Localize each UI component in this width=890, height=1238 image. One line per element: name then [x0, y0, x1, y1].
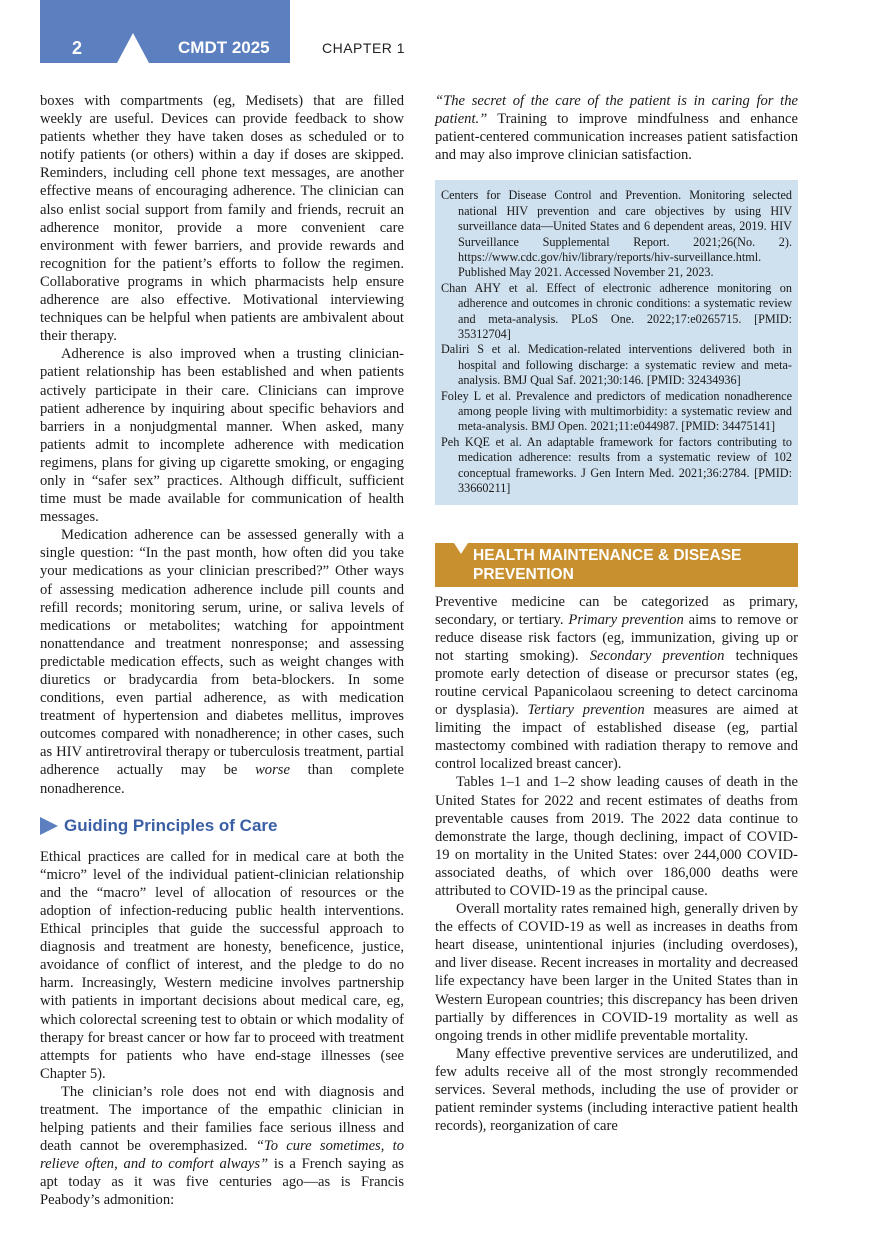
section-heading-line: HEALTH MAINTENANCE & DISEASE [473, 546, 742, 564]
page-number: 2 [72, 38, 83, 58]
heading-notch-icon [454, 543, 468, 554]
play-triangle-icon [40, 817, 58, 835]
header-triangle-icon [117, 33, 149, 63]
reference-item: Daliri S et al. Medication-related interventions delivered both in hospital and following discharge: a systematic review and meta-analysis. BMJ Qual Saf. 2021;30:146. [PMID: 32434936] [441, 342, 792, 388]
body-paragraph: Overall mortality rates remained high, generally driven by the effects of COVID-19 as well as increases in deaths from heart disease, unintentional injuries (including overdoses), and liver disease. Recent increases in mortality and decreased life expectancy have been larger in the United States than in Western European countries; this discrepancy has been driven partially by differences in COVID-19 mortality as well as ongoing trends in other midlife preventable mortality. [435, 901, 798, 1044]
book-title: CMDT 2025 [178, 38, 270, 57]
references-box [435, 180, 798, 504]
body-paragraph: Tables 1–1 and 1–2 show leading causes of death in the United States for 2022 and recent estimates of deaths from preventable causes from 2019. The 2022 data continue to demonstrate the large, though declining, impact of COVID-19 on mortality in the United States: over 244,000 COVID-associated deaths, of which over 186,000 deaths were attributed to COVID-19 as the principal cause. [435, 774, 798, 899]
body-paragraph: The clinician’s role does not end with diagnosis and treatment. The importance of the empathic clinician in helping patients and their families face serious illness and death cannot be overemphasized. “To cure sometimes, to relieve often, and to comfort always” is a French saying as apt today as it was five centuries ago—as is Francis Peabody’s admonition: [40, 1083, 404, 1209]
reference-item: Centers for Disease Control and Prevention. Monitoring selected national HIV prevention and care objectives by using HIV surveillance data—United States and 6 dependent areas, 2019. HIV Surveillance Supplemental Report. 2021;26(No. 2). https://www.cdc.gov/hiv/library/reports/hiv-surveillance.html. Published May 2021. Accessed November 21, 2023. [441, 188, 792, 280]
left-column [40, 92, 404, 1210]
body-paragraph: Preventive medicine can be categorized as primary, secondary, or tertiary. Primary prevention aims to remove or reduce disease risk factors (eg, immunization, giving up or not starting smoking). Secondary prevention techniques promote early detection of disease or precursor states (eg, routine cervical Papanicolaou screening to detect carcinoma or dysplasia). Tertiary prevention measures are aimed at limiting the impact of established disease (eg, partial mastectomy combined with radiation therapy to remove and control localized breast cancer). [435, 593, 798, 773]
right-column [435, 92, 798, 1135]
body-paragraph: Ethical practices are called for in medical care at both the “micro” level of the individual patient-clinician relationship and the “macro” level of allocation of resources or the adoption of infection-reducing public health interventions. Ethical principles that guide the successful approach to diagnosis and treatment are honesty, beneficence, justice, avoidance of conflict of interest, and the pledge to do no harm. Increasingly, Western medicine involves partnership with patients in important decisions about medical care, eg, which colorectal screening test to obtain or which modality of therapy for breast cancer or how far to proceed with treatment attempts for patients who have end-stage illnesses (see Chapter 5). [40, 848, 404, 1082]
reference-item: Peh KQE et al. An adaptable framework for factors contributing to medication adherence: results from a systematic review of 102 conceptual frameworks. J Gen Intern Med. 2021;36:2784. [PMID: 33660211] [441, 434, 792, 496]
reference-item: Foley L et al. Prevalence and predictors of medication nonadherence among people living with multimorbidity: a systematic review and meta-analysis. BMJ Open. 2021;11:e044987. [PMID: 34475141] [441, 388, 792, 434]
body-paragraph: Many effective preventive services are underutilized, and few adults receive all of the most strongly recommended services. Several methods, including the use of provider or patient reminder systems (including interactive patient health records), reorganization of care [435, 1045, 798, 1135]
chapter-label: CHAPTER 1 [322, 40, 406, 56]
body-paragraph: Adherence is also improved when a trusting clinician-patient relationship has been established and when patients actively participate in their care. Clinicians can improve patient adherence by inquiring about specific behaviors and barriers in a nonjudgmental manner. When asked, many patients admit to incomplete adherence with medication regimens, plans for giving up cigarette smoking, or engaging only in “safer sex” practices. Although difficult, sufficient time must be made available for communication of health messages. [40, 346, 404, 526]
subheading [40, 814, 404, 838]
section-heading-line: PREVENTION [473, 565, 574, 583]
body-paragraph: boxes with compartments (eg, Medisets) that are filled weekly are useful. Devices can provide feedback to show patients whether they have taken doses as scheduled or to notify patients (or others) within a day if doses are skipped. Reminders, including cell phone text messages, are another effective means of encouraging adherence. The clinician can also enlist social support from family and friends, recruit an adherence monitor, provide a more convenient care environment with fewer barriers, and provide rewards and recognition for the patient’s efforts to follow the regimen. Collaborative programs in which pharmacists help ensure adherence are also effective. Motivational interviewing techniques can be helpful when patients are ambivalent about their therapy. [40, 93, 404, 345]
reference-item: Chan AHY et al. Effect of electronic adherence monitoring on adherence and outcomes in chronic conditions: a systematic review and meta-analysis. PLoS One. 2022;17:e0265715. [PMID: 35312704] [441, 280, 792, 342]
body-paragraph: Medication adherence can be assessed generally with a single question: “In the past month, how often did you take your medications as your clinician prescribed?” Other ways of assessing medication adherence include pill counts and refill records; monitoring serum, urine, or saliva levels of medications or metabolites; watching for appointment nonattendance and treatment nonresponse; and assessing predictable medication effects, such as weight changes with diuretics or bradycardia from beta-blockers. In some conditions, even partial adherence, as with medication treatment of hypertension and diabetes mellitus, improves outcomes compared with nonadherence; in other cases, such as HIV antiretroviral therapy or tuberculosis treatment, partial adherence actually may be worse than complete nonadherence. [40, 527, 404, 797]
body-paragraph: “The secret of the care of the patient is in caring for the patient.” Training to improve mindfulness and enhance patient-centered communication increases patient satisfaction and may also improve clinician satisfaction. [435, 93, 798, 164]
subheading-title: Guiding Principles of Care [64, 815, 278, 835]
section-heading [435, 543, 798, 587]
